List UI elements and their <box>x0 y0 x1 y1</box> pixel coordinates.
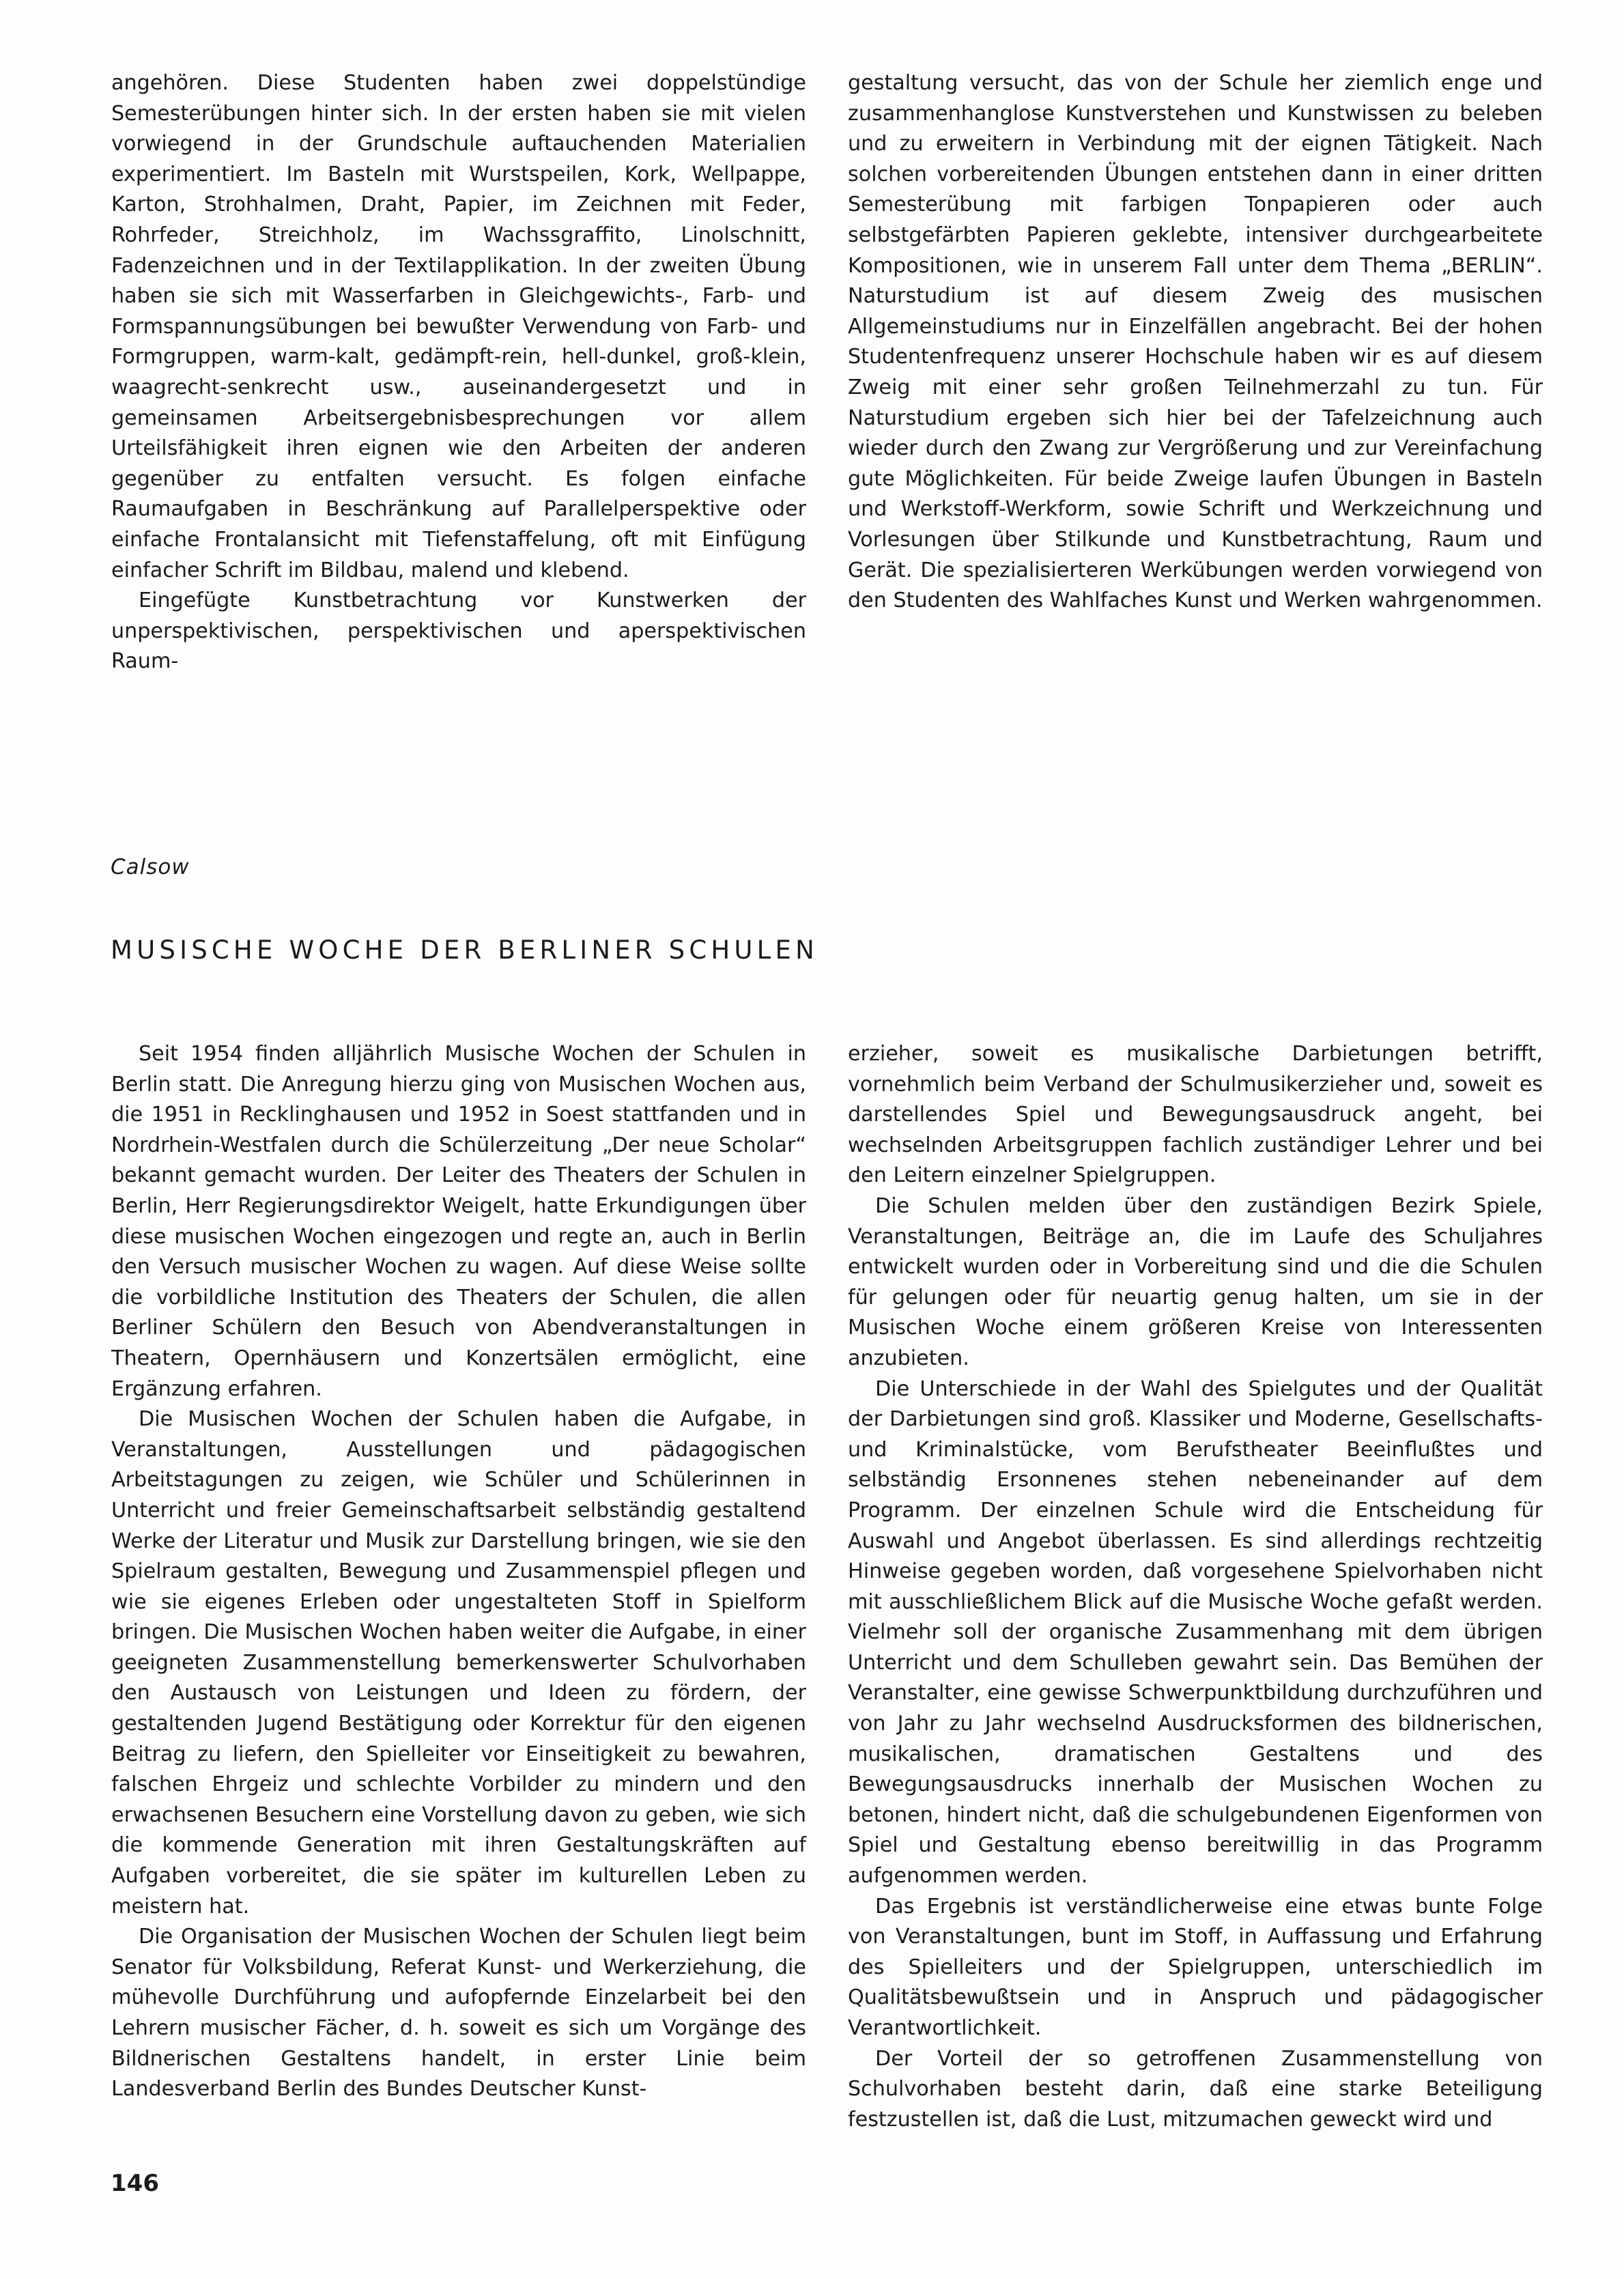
paragraph: Seit 1954 finden alljährlich Musische Wochen der Schulen in Berlin statt. Die Anregung hierzu ging von Musischen Wochen aus, die 1951 in Recklinghausen und 1952 in Soest stattfanden und in Nordrhein-Westfalen durch die Schülerzeitung „Der neue Scholar“ bekannt gemacht wurden. Der Leiter des Theaters der Schulen in Berlin, Herr Regierungsdirektor Weigelt, hatte Erkundigungen über diese musischen Wochen eingezogen und regte an, auch in Berlin den Versuch musischer Wochen zu wagen. Auf diese Weise sollte die vorbildliche Institution des Theaters der Schulen, die allen Berliner Schülern den Besuch von Abendveranstaltungen in Theatern, Opernhäusern und Konzertsälen ermöglicht, eine Ergänzung erfahren. <box>111 1042 806 1401</box>
paragraph: erzieher, soweit es musikalische Darbietungen betrifft, vornehmlich beim Verband der Schulmusikerzieher und, soweit es darstellendes Spiel und Bewegungsausdruck angeht, bei wechselnden Arbeitsgruppen fachlich zuständiger Lehrer und bei den Leitern einzelner Spielgruppen. <box>848 1042 1543 1188</box>
bottom-left-column <box>111 1039 806 2105</box>
paragraph: Die Musischen Wochen der Schulen haben die Aufgabe, in Veranstaltungen, Ausstellungen und pädagogischen Arbeitstagungen zu zeigen, wie Schüler und Schülerinnen in Unterricht und freier Gemeinschaftsarbeit selbständig gestaltend Werke der Literatur und Musik zur Darstellung bringen, wie sie den Spielraum gestalten, Bewegung und Zusammenspiel pflegen und wie sie eigenes Erleben oder ungestalteten Stoff in Spielform bringen. Die Musischen Wochen haben weiter die Aufgabe, in einer geeigneten Zusammenstellung bemerkenswerter Schulvorhaben den Austausch von Leistungen und Ideen zu fördern, der gestaltenden Jugend Bestätigung oder Korrektur für den eigenen Beitrag zu liefern, den Spielleiter vor Einseitigkeit zu bewahren, falschen Ehrgeiz und schlechte Vorbilder zu mindern und den erwachsenen Besuchern eine Vorstellung davon zu geben, wie sich die kommende Generation mit ihren Gestaltungskräften auf Aufgaben vorbereitet, die sie später im kulturellen Leben zu meistern hat. <box>111 1407 806 1919</box>
paragraph: Das Ergebnis ist verständlicherweise eine etwas bunte Folge von Veranstaltungen, bunt im Stoff, in Auffassung und Erfahrung des Spielleiters und der Spielgruppen, unterschiedlich im Qualitätsbewußtsein und in Anspruch und pädagogischer Verantwortlichkeit. <box>848 1894 1543 2040</box>
paragraph: Die Schulen melden über den zuständigen Bezirk Spiele, Veranstaltungen, Beiträge an, die im Laufe des Schuljahres entwickelt wurden oder in Vorbereitung sind und die die Schulen für gelungen oder für neuartig genug halten, um sie in der Musischen Woche einem größeren Kreise von Interessenten anzubieten. <box>848 1193 1543 1370</box>
author-name: Calsow <box>111 855 190 879</box>
paragraph: angehören. Diese Studenten haben zwei doppelstündige Semesterübungen hinter sich. In der ersten haben sie mit vielen vorwiegend in der Grundschule auftauchenden Materialien experimentiert. Im Basteln mit Wurstspeilen, Kork, Wellpappe, Karton, Strohhalmen, Draht, Papier, im Zeichnen mit Feder, Rohrfeder, Streichholz, im Wachssgraffito, Linolschnitt, Fadenzeichnen und in der Textilapplikation. In der zweiten Übung haben sie sich mit Wasserfarben in Gleichgewichts-, Farb- und Formspannungsübungen bei bewußter Verwendung von Farb- und Formgruppen, warm-kalt, gedämpft-rein, hell-dunkel, groß-klein, waagrecht-senkrecht usw., auseinandergesetzt und in gemeinsamen Arbeitsergebnisbesprechungen vor allem Urteilsfähigkeit ihren eignen wie den Arbeiten der anderen gegenüber zu entfalten versucht. Es folgen einfache Raumaufgaben in Beschränkung auf Parallelperspektive oder einfache Frontalansicht mit Tiefenstaffelung, oft mit Einfügung einfacher Schrift im Bildbau, malend und klebend. <box>111 71 806 582</box>
paragraph: Die Unterschiede in der Wahl des Spielgutes und der Qualität der Darbietungen sind groß. Klassiker und Moderne, Gesellschafts- und Kriminalstücke, vom Berufstheater Beeinflußtes und selbständig Ersonnenes stehen nebeneinander auf dem Programm. Der einzelnen Schule wird die Entscheidung für Auswahl und Angebot überlassen. Es sind allerdings rechtzeitig Hinweise gegeben worden, daß vorgesehene Spielvorhaben nicht mit ausschließlichem Blick auf die Musische Woche gefaßt werden. Vielmehr soll der organische Zusammenhang mit dem übrigen Unterricht und dem Schulleben gewahrt sein. Das Bemühen der Veranstalter, eine gewisse Schwerpunktbildung durchzuführen und von Jahr zu Jahr wechselnd Ausdrucksformen des bildnerischen, musikalischen, dramatischen Gestaltens und des Bewegungsausdrucks innerhalb der Musischen Wochen zu betonen, hindert nicht, daß die schulgebundenen Eigenformen von Spiel und Gestaltung ebenso bereitwillig in das Programm aufgenommen werden. <box>848 1376 1543 1888</box>
bottom-right-column <box>848 1039 1543 2135</box>
paragraph: Der Vorteil der so getroffenen Zusammenstellung von Schulvorhaben besteht darin, daß eine starke Beteiligung festzustellen ist, daß die Lust, mitzumachen geweckt wird und <box>848 2046 1543 2132</box>
page-number: 146 <box>111 2170 159 2197</box>
top-right-column <box>848 68 1543 617</box>
paragraph: Eingefügte Kunstbetrachtung vor Kunstwerken der unperspektivischen, perspektivischen und aperspektivischen Raum- <box>111 589 806 674</box>
paragraph: Die Organisation der Musischen Wochen der Schulen liegt beim Senator für Volksbildung, Referat Kunst- und Werkerziehung, die mühevolle Durchführung und aufopfernde Einzelarbeit bei den Lehrern musischer Fächer, d. h. soweit es sich um Vorgänge des Bildnerischen Gestaltens handelt, in erster Linie beim Landesverband Berlin des Bundes Deutscher Kunst- <box>111 1925 806 2101</box>
article-title: MUSISCHE WOCHE DER BERLINER SCHULEN <box>111 935 818 965</box>
paragraph: gestaltung versucht, das von der Schule her ziemlich enge und zusammenhanglose Kunstverstehen und Kunstwissen zu beleben und zu erweitern in Verbindung mit der eignen Tätigkeit. Nach solchen vorbereitenden Übungen entstehen dann in einer dritten Semesterübung mit farbigen Tonpapieren oder auch selbstgefärbten Papieren geklebte, intensiver durchgearbeitete Kompositionen, wie in unserem Fall unter dem Thema „BERLIN“. Naturstudium ist auf diesem Zweig des musischen Allgemeinstudiums nur in Einzelfällen angebracht. Bei der hohen Studentenfrequenz unserer Hochschule haben wir es auf diesem Zweig mit einer sehr großen Teilnehmerzahl zu tun. Für Naturstudium ergeben sich hier bei der Tafelzeichnung auch wieder durch den Zwang zur Vergrößerung und zur Vereinfachung gute Möglichkeiten. Für beide Zweige laufen Übungen in Basteln und Werkstoff-Werkform, sowie Schrift und Werkzeichnung und Vorlesungen über Stilkunde und Kunstbetrachtung, Raum und Gerät. Die spezialisierteren Werkübungen werden vorwiegend von den Studenten des Wahlfaches Kunst und Werken wahrgenommen. <box>848 71 1543 613</box>
top-left-column <box>111 68 806 677</box>
